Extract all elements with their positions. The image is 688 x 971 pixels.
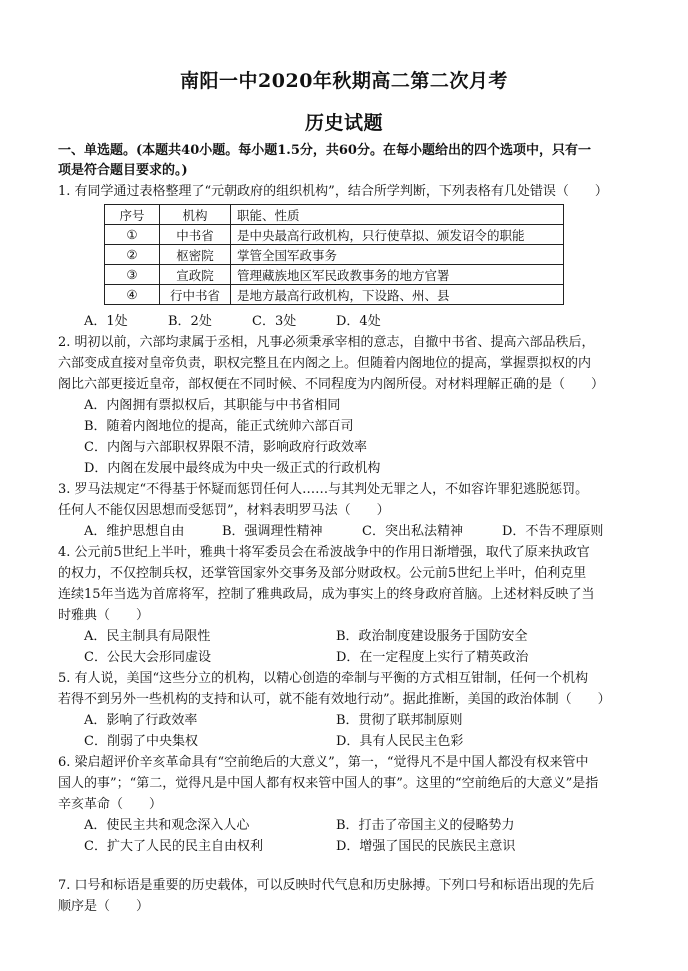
table-cell: 中书省	[160, 225, 231, 245]
question-3-option-d: D．不告不理原则	[502, 524, 604, 539]
table-cell: 掌管全国军政事务	[231, 245, 564, 265]
question-3-line-2: 任何人不能仅因思想而受惩罚”，材料表明罗马法（ ）	[58, 503, 390, 518]
table-header-row	[105, 205, 564, 225]
table-cell: ①	[105, 225, 160, 245]
question-4-line-1: 4. 公元前5世纪上半叶，雅典十将军委员会在希波战争中的作用日渐增强，取代了原来执政官	[58, 545, 590, 560]
table-cell: 是地方最高行政机构，下设路、州、县	[231, 285, 564, 305]
question-6-option-d: D．增强了国民的民族民主意识	[336, 839, 516, 854]
question-4-option-b: B．政治制度建设服务于国防安全	[336, 629, 528, 644]
question-3-option-a: A．维护思想自由	[84, 524, 185, 539]
question-1-option-c: C．3处	[252, 314, 297, 329]
question-1-option-d: D．4处	[336, 314, 381, 329]
question-4-option-a: A．民主制具有局限性	[84, 629, 211, 644]
table-cell: ③	[105, 265, 160, 285]
question-5-option-d: D．具有人民民主色彩	[336, 734, 464, 749]
table-cell: 管理藏族地区军民政教事务的地方官署	[231, 265, 564, 285]
question-5-option-b: B．贯彻了联邦制原则	[336, 713, 463, 728]
exam-subtitle: 历史试题	[304, 112, 383, 134]
question-6-line-3: 辛亥革命（ ）	[58, 797, 163, 812]
table-header-cell: 序号	[105, 205, 160, 225]
question-4-option-d: D．在一定程度上实行了精英政治	[336, 650, 529, 665]
exam-title: 南阳一中2020年秋期高二第二次月考	[180, 70, 508, 92]
table-cell: 行中书省	[160, 285, 231, 305]
question-5-option-c: C．削弱了中央集权	[84, 734, 198, 749]
question-6-line-1: 6. 梁启超评价辛亥革命具有“空前绝后的大意义”，第一，“觉得凡不是中国人都没有权来管中	[58, 755, 589, 770]
question-1-option-b: B．2处	[168, 314, 212, 329]
question-4-option-c: C．公民大会形同虚设	[84, 650, 211, 665]
question-5-line-2: 若得不到另外一些机构的支持和认可，就不能有效地行动”。据此推断，美国的政治体制（ ）	[58, 692, 611, 707]
table-cell: ④	[105, 285, 160, 305]
question-2-option-d: D．内阁在发展中最终成为中央一级正式的行政机构	[84, 461, 381, 476]
table-header-cell: 职能、性质	[231, 205, 564, 225]
question-4-line-3: 连续15年当选为首席将军，控制了雅典政局，成为事实上的终身政府首脑。上述材料反映了当	[58, 587, 595, 602]
question-4-line-2: 的权力，不仅控制兵权，还掌管国家外交事务及部分财政权。公元前5世纪上半叶，伯利克里	[58, 566, 587, 581]
question-2-line-2: 六部变成直接对皇帝负责，职权完整且在内阁之上。但随着内阁地位的提高，掌握票拟权的内	[58, 356, 592, 371]
section-heading-line-2: 项是符合题目要求的。)	[58, 163, 188, 178]
table-row	[105, 285, 564, 305]
question-4-line-4: 时雅典（ ）	[58, 608, 150, 623]
table-row	[105, 265, 564, 285]
question-7-line-1: 7. 口号和标语是重要的历史载体，可以反映时代气息和历史脉搏。下列口号和标语出现的先后	[58, 878, 595, 893]
question-5-option-a: A．影响了行政效率	[84, 713, 198, 728]
question-6-option-c: C．扩大了人民的民主自由权利	[84, 839, 263, 854]
question-2-line-3: 阁比六部更接近皇帝，部权便在不同时候、不同程度为内阁所侵。对材料理解正确的是（ ）	[58, 377, 605, 392]
table-row	[105, 225, 564, 245]
question-2-option-a: A．内阁拥有票拟权后，其职能与中书省相同	[84, 398, 341, 413]
table-header-cell: 机构	[160, 205, 231, 225]
table-cell: 宣政院	[160, 265, 231, 285]
question-3-option-b: B．强调理性精神	[222, 524, 323, 539]
question-6-line-2: 国人的事”；“第二，觉得凡是中国人都有权来管中国人的事”。这里的“空前绝后的大意义”是指	[58, 776, 599, 791]
question-1-stem: 1. 有同学通过表格整理了“元朝政府的组织机构”，结合所学判断，下列表格有几处错误（ ）	[58, 184, 608, 199]
section-heading-line-1: 一、单选题。(本题共40小题。每小题1.5分，共60分。在每小题给出的四个选项中，只有一	[58, 143, 591, 158]
question-5-line-1: 5. 有人说，美国“这些分立的机构，以精心创造的牵制与平衡的方式相互钳制，任何一个机构	[58, 671, 589, 686]
table-cell: ②	[105, 245, 160, 265]
table-cell: 是中央最高行政机构，只行使草拟、颁发诏令的职能	[231, 225, 564, 245]
org-table	[104, 204, 564, 305]
question-6-option-a: A．使民主共和观念深入人心	[84, 818, 250, 833]
question-2-option-b: B．随着内阁地位的提高，能正式统帅六部百司	[84, 419, 354, 434]
table-row	[105, 245, 564, 265]
question-2-line-1: 2. 明初以前，六部均隶属于丞相，凡事必须秉承宰相的意志，自撤中书省、提高六部品秩后，	[58, 335, 595, 350]
question-2-option-c: C．内阁与六部职权界限不清，影响政府行政效率	[84, 440, 367, 455]
table-cell: 枢密院	[160, 245, 231, 265]
question-3-line-1: 3. 罗马法规定“不得基于怀疑而惩罚任何人……与其判处无罪之人，不如容许罪犯逃脱惩罚。	[58, 482, 589, 497]
question-7-line-2: 顺序是（ ）	[58, 899, 150, 914]
question-3-option-c: C．突出私法精神	[362, 524, 463, 539]
question-6-option-b: B．打击了帝国主义的侵略势力	[336, 818, 515, 833]
question-1-option-a: A．1处	[84, 314, 128, 329]
